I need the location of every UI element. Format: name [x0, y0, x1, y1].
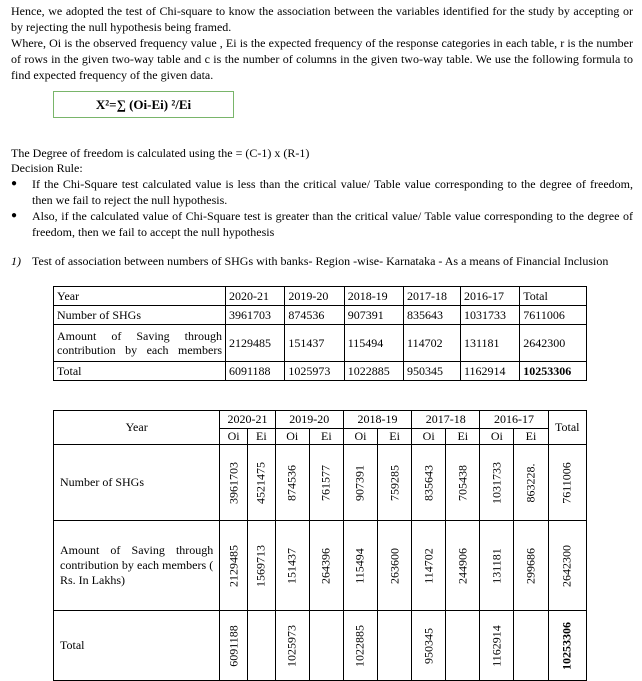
table-cell	[514, 611, 548, 681]
vertical-value: 759285	[387, 464, 402, 501]
degree-of-freedom-text: The Degree of freedom is calculated using the = (C-1) x (R-1)	[11, 146, 310, 160]
table-cell: 2642300	[520, 325, 587, 362]
table-cell	[412, 445, 446, 521]
table-cell: Total	[520, 287, 587, 306]
table-cell: 6091188	[226, 362, 285, 381]
vertical-value: 264396	[318, 547, 333, 584]
vertical-value: 10253306	[559, 621, 574, 670]
intro-paragraph-1: Hence, we adopted the test of Chi-square to know the association between the variables identified for the study by accepting or by rejecting the null hypothesis being framed.	[11, 4, 633, 34]
table-row	[54, 362, 587, 381]
year-header-cell: 2019-20	[275, 411, 343, 429]
year-header-cell: 2016-17	[480, 411, 548, 429]
oi-header: Oi	[412, 429, 446, 445]
table-cell	[309, 445, 343, 521]
vertical-value: 7611006	[559, 461, 574, 504]
year-header: Year	[54, 411, 220, 445]
table-cell: 115494	[344, 325, 403, 362]
table-cell	[446, 611, 480, 681]
intro-paragraph-2: Where, Oi is the observed frequency value , Ei is the expected frequency of the response categories in each table, r is the number of rows in the given two-way table and c is the number of columns in the given two-way table. We use the following formula to find expected frequency of the given data.	[11, 36, 633, 82]
vertical-value: 950345	[421, 627, 436, 664]
vertical-value: 4521475	[253, 461, 268, 504]
row-label: Number of SHGs	[54, 445, 220, 521]
vertical-value: 1031733	[489, 461, 504, 504]
table-row	[54, 306, 587, 325]
vertical-value: 3961703	[226, 461, 241, 504]
table-cell: 2019-20	[285, 287, 344, 306]
table-cell: 1162914	[460, 362, 519, 381]
table-cell	[220, 521, 248, 611]
table-cell	[309, 521, 343, 611]
ei-header: Ei	[309, 429, 343, 445]
bullet-text: If the Chi-Square test calculated value is less than the critical value/ Table value corresponding to the degree of freedom, then we fail to reject the null hypothesis.	[32, 177, 633, 207]
table-row	[54, 445, 587, 521]
table-cell	[343, 611, 377, 681]
table-cell	[446, 445, 480, 521]
table-cell	[412, 521, 446, 611]
vertical-value: 835643	[421, 464, 436, 501]
oi-header: Oi	[343, 429, 377, 445]
vertical-value: 299686	[523, 547, 538, 584]
chi-square-formula: X²=∑ (Oi-Ei) ²/Ei	[53, 91, 234, 118]
ei-header: Ei	[446, 429, 480, 445]
vertical-value: 907391	[352, 464, 367, 501]
table-cell	[548, 521, 586, 611]
vertical-value: 1162914	[489, 624, 504, 667]
vertical-value: 6091188	[226, 624, 241, 667]
vertical-value: 131181	[489, 547, 504, 584]
vertical-value: 874536	[284, 464, 299, 501]
vertical-value: 151437	[284, 547, 299, 584]
decision-rule-title: Decision Rule:	[11, 161, 83, 175]
row-label: Amount of Saving through contribution by each members ( Rs. In Lakhs)	[54, 521, 220, 611]
table-cell	[378, 445, 412, 521]
vertical-value: 1022885	[352, 624, 367, 667]
table-cell: 1022885	[344, 362, 403, 381]
vertical-value: 2642300	[559, 544, 574, 587]
table-cell	[548, 445, 586, 521]
table-header-row	[54, 411, 587, 429]
table-cell	[446, 521, 480, 611]
table-cell: 835643	[404, 306, 461, 325]
table-row	[54, 325, 587, 362]
section-title: Test of association between numbers of SHGs with banks- Region -wise- Karnataka - As a means of Financial Inclusion	[32, 254, 609, 268]
table-cell: 2016-17	[460, 287, 519, 306]
table-cell: Number of SHGs	[54, 306, 226, 325]
vertical-value: 863228.	[523, 463, 538, 502]
table-cell	[343, 521, 377, 611]
table-cell	[480, 521, 514, 611]
table-cell	[275, 611, 309, 681]
ei-header: Ei	[247, 429, 275, 445]
table-cell: 114702	[404, 325, 461, 362]
total-header: Total	[548, 411, 586, 445]
table-cell	[275, 521, 309, 611]
table-header-row	[54, 287, 587, 306]
table-cell: 2017-18	[404, 287, 461, 306]
table-cell	[247, 445, 275, 521]
table-cell	[220, 445, 248, 521]
vertical-value: 1569713	[253, 544, 268, 587]
decision-rule-bullet	[11, 208, 633, 240]
table-cell: 950345	[404, 362, 461, 381]
bullet-text: Also, if the calculated value of Chi-Square test is greater than the critical value/ Table value corresponding to the degree of freedom, then we fail to accept the null hypothesis	[32, 209, 633, 239]
ei-header: Ei	[514, 429, 548, 445]
vertical-value: 705438	[455, 464, 470, 501]
table-cell: 1031733	[460, 306, 519, 325]
table-cell	[514, 521, 548, 611]
oi-header: Oi	[480, 429, 514, 445]
table-cell	[275, 445, 309, 521]
table-row	[54, 611, 587, 681]
section-heading	[11, 253, 608, 269]
table-cell: 874536	[285, 306, 344, 325]
year-header-cell: 2020-21	[220, 411, 275, 429]
table-cell: 7611006	[520, 306, 587, 325]
summary-table	[53, 286, 587, 381]
table-cell: 2018-19	[344, 287, 403, 306]
vertical-value: 1025973	[284, 624, 299, 667]
table-cell	[412, 611, 446, 681]
table-cell	[247, 521, 275, 611]
table-cell: 2020-21	[226, 287, 285, 306]
table-cell	[309, 611, 343, 681]
vertical-value: 263600	[387, 547, 402, 584]
table-cell	[514, 445, 548, 521]
table-cell: Amount of Saving through contribution by each members	[54, 325, 226, 362]
table-cell	[548, 611, 586, 681]
section-number: 1)	[11, 254, 21, 268]
table-cell	[378, 611, 412, 681]
table-cell	[220, 611, 248, 681]
table-cell: 3961703	[226, 306, 285, 325]
bullet-icon: ●	[11, 210, 18, 221]
year-header-cell: 2017-18	[412, 411, 480, 429]
table-cell: Total	[54, 362, 226, 381]
oi-header: Oi	[275, 429, 309, 445]
table-cell: 1025973	[285, 362, 344, 381]
vertical-value: 114702	[421, 547, 436, 584]
table-cell	[480, 445, 514, 521]
year-header-cell: 2018-19	[343, 411, 411, 429]
vertical-value: 244906	[455, 547, 470, 584]
ei-header: Ei	[378, 429, 412, 445]
table-cell: 10253306	[520, 362, 587, 381]
observed-expected-table	[53, 410, 587, 681]
table-cell: 131181	[460, 325, 519, 362]
table-row	[54, 521, 587, 611]
vertical-value: 115494	[352, 547, 367, 584]
decision-rule-bullet	[11, 176, 633, 208]
table-cell: Year	[54, 287, 226, 306]
row-label: Total	[54, 611, 220, 681]
table-cell	[480, 611, 514, 681]
oi-header: Oi	[220, 429, 248, 445]
bullet-icon: ●	[11, 178, 18, 189]
vertical-value: 761577	[318, 464, 333, 501]
table-cell: 2129485	[226, 325, 285, 362]
table-cell: 907391	[344, 306, 403, 325]
table-cell: 151437	[285, 325, 344, 362]
table-cell	[343, 445, 377, 521]
table-cell	[247, 611, 275, 681]
vertical-value: 2129485	[226, 544, 241, 587]
table-cell	[378, 521, 412, 611]
